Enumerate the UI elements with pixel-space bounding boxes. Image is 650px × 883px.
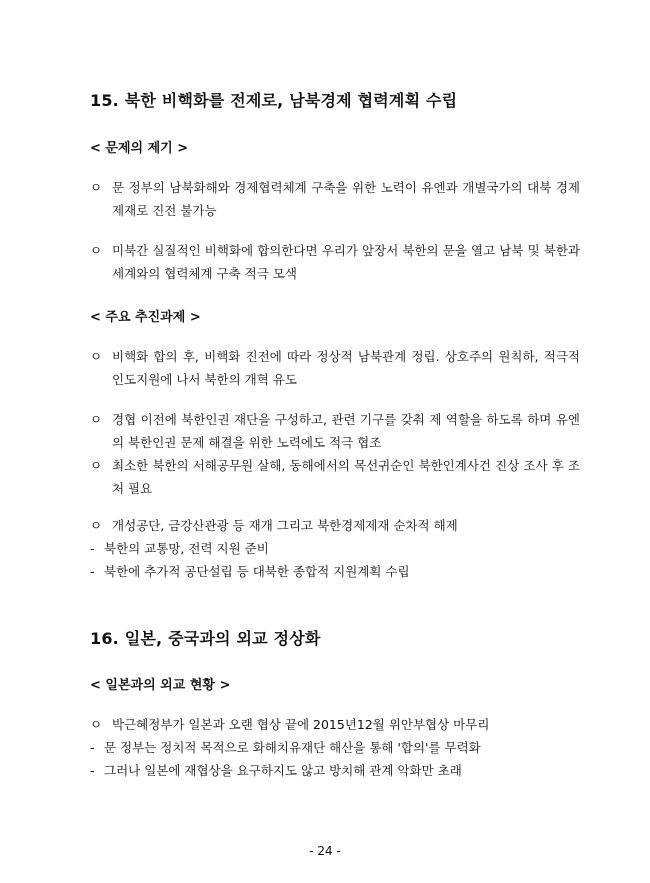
bullet-marker: ㅇ <box>90 349 103 364</box>
japan-subitem-2 <box>90 759 580 782</box>
task-item-2-text: 경협 이전에 북한인권 재단을 구성하고, 관련 기구를 갖춰 제 역할을 하도록 하며 유엔의 북한인권 문제 해결을 위한 노력에도 적극 협조 <box>112 412 580 450</box>
page-number: - 24 - <box>309 844 341 858</box>
japan-item-1-text: 박근혜정부가 일본과 오랜 협상 끝에 2015년12월 위안부협상 마무리 <box>112 717 490 732</box>
japan-item-1 <box>90 713 580 736</box>
japan-subitem-1-text: 문 정부는 정치적 목적으로 화해치유재단 해산을 통해 '합의'를 무력화 <box>104 740 481 755</box>
tasks-heading: < 주요 추진과제 > <box>90 310 201 325</box>
section-16-title: 16. 일본, 중국과의 외교 정상화 <box>90 629 321 648</box>
japan-subitem-1 <box>90 736 580 759</box>
dash-marker: - <box>90 763 95 778</box>
problem-item-2-text: 미북간 실질적인 비핵화에 합의한다면 우리가 앞장서 북한의 문을 열고 남북 및 북한과 세계와의 협력체계 구축 적극 모색 <box>112 243 580 281</box>
bullet-marker: ㅇ <box>90 518 103 533</box>
task-item-3 <box>90 454 580 500</box>
task-item-1-text: 비핵화 합의 후, 비핵화 진전에 따라 정상적 남북관계 정립. 상호주의 원칙하, 적극적 인도지원에 나서 북한의 개혁 유도 <box>112 349 580 387</box>
task-item-4 <box>90 514 580 537</box>
problem-item-1 <box>90 176 580 222</box>
bullet-marker: ㅇ <box>90 180 103 195</box>
japan-heading: < 일본과의 외교 현황 > <box>90 678 231 693</box>
bullet-marker: ㅇ <box>90 412 103 427</box>
task-subitem-1-text: 북한의 교통망, 전력 지원 준비 <box>104 541 269 556</box>
bullet-marker: ㅇ <box>90 717 103 732</box>
dash-marker: - <box>90 564 95 579</box>
section-15-title: 15. 북한 비핵화를 전제로, 남북경제 협력계획 수립 <box>90 91 458 110</box>
task-item-4-text: 개성공단, 금강산관광 등 재개 그리고 북한경제제재 순차적 해제 <box>112 518 458 533</box>
dash-marker: - <box>90 541 95 556</box>
task-subitem-2 <box>90 560 580 583</box>
task-item-1 <box>90 345 580 391</box>
task-item-3-text: 최소한 북한의 서해공무원 살해, 동해에서의 목선귀순인 북한인계사건 진상 조사 후 조처 필요 <box>112 458 580 496</box>
bullet-marker: ㅇ <box>90 243 103 258</box>
japan-subitem-2-text: 그러나 일본에 재협상을 요구하지도 않고 방치해 관계 악화만 초래 <box>104 763 462 778</box>
task-subitem-1 <box>90 537 580 560</box>
problem-item-2 <box>90 239 580 285</box>
bullet-marker: ㅇ <box>90 458 103 473</box>
task-item-2 <box>90 408 580 454</box>
task-subitem-2-text: 북한에 추가적 공단설립 등 대북한 종합적 지원계획 수립 <box>104 564 410 579</box>
problem-item-1-text: 문 정부의 남북화해와 경제협력체계 구축을 위한 노력이 유엔과 개별국가의 대북 경제제재로 진전 불가능 <box>112 180 580 218</box>
dash-marker: - <box>90 740 95 755</box>
problem-heading: < 문제의 제기 > <box>90 141 189 156</box>
